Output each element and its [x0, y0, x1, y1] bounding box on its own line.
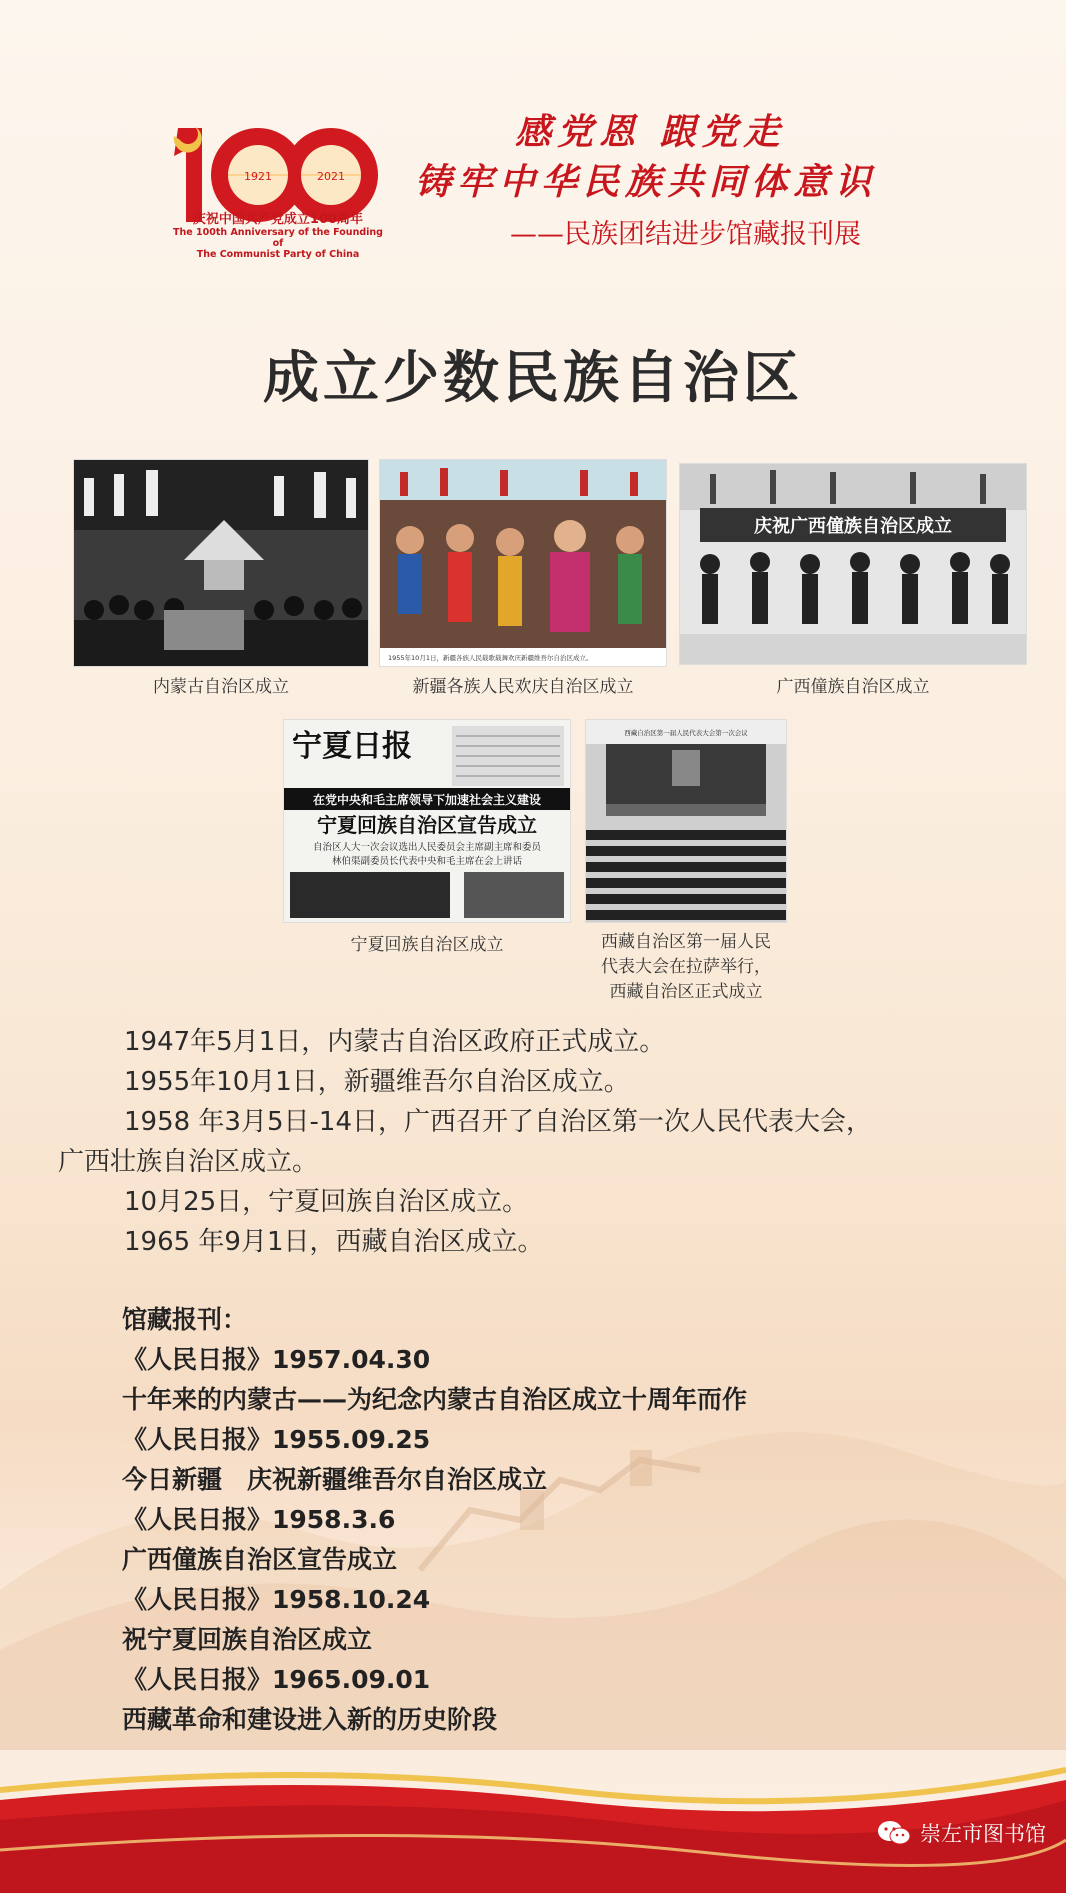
intro-line: 1958 年3月5日-14日，广西召开了自治区第一次人民代表大会，: [124, 1107, 872, 1137]
intro-line: 广西壮族自治区成立。: [58, 1147, 319, 1177]
caption-tibet-line-2: 代表大会在拉萨举行，: [601, 957, 771, 977]
collection-list: [122, 1300, 747, 1740]
collection-item: 《人民日报》1958.3.6: [122, 1505, 396, 1534]
bw-ceremony-image: [74, 460, 368, 666]
newspaper-image: [284, 720, 570, 922]
collection-item: 广西僮族自治区宣告成立: [122, 1545, 398, 1574]
wechat-icon: [876, 1819, 912, 1847]
intro-line: 1955年10月1日，新疆维吾尔自治区成立。: [124, 1067, 630, 1097]
exhibition-subtitle: ——民族团结进步馆藏报刊展: [510, 219, 861, 250]
caption-tibet: [580, 930, 792, 1005]
photo-guangxi: [680, 464, 1026, 664]
logo-caption-cn: 庆祝中国共产党成立100周年: [192, 212, 364, 227]
newspaper-headline-4: 林伯渠副委员长代表中央和毛主席在会上讲话: [331, 856, 523, 867]
logo-caption-en-2: The Communist Party of China: [196, 249, 360, 260]
color-celebration-image: [380, 460, 666, 666]
intro-line: 1947年5月1日，内蒙古自治区政府正式成立。: [124, 1027, 666, 1057]
watermark-text: 崇左市图书馆: [920, 1822, 1046, 1846]
bw-parade-image: [680, 464, 1026, 664]
collection-heading: 馆藏报刊：: [122, 1305, 248, 1334]
intro-line: 10月25日，宁夏回族自治区成立。: [124, 1187, 529, 1217]
photo-ningxia-newspaper: [284, 720, 570, 922]
slogan-line-2: 铸牢中华民族共同体意识: [415, 161, 878, 203]
newspaper-headline-1: 在党中央和毛主席领导下加速社会主义建设: [312, 793, 542, 807]
tibet-banner-text: 西藏自治区第一届人民代表大会第一次会议: [624, 729, 748, 737]
collection-item: 《人民日报》1957.04.30: [122, 1345, 431, 1374]
collection-item: 《人民日报》1955.09.25: [122, 1425, 431, 1454]
photo-inner-mongolia: [74, 460, 368, 666]
photo-xinjiang: [380, 460, 666, 666]
newspaper-masthead: 宁夏日报: [292, 729, 412, 764]
guangxi-banner-text: 庆祝广西僮族自治区成立: [754, 516, 952, 537]
logo-year-end: 2021: [317, 170, 345, 183]
collection-item: 祝宁夏回族自治区成立: [122, 1625, 373, 1654]
newspaper-headline-3: 自治区人大一次会议选出人民委员会主席副主席和委员: [312, 842, 542, 853]
caption-xinjiang: 新疆各族人民欢庆自治区成立: [412, 677, 634, 697]
collection-item: 今日新疆 庆祝新疆维吾尔自治区成立: [122, 1465, 548, 1494]
newspaper-headline-2: 宁夏回族自治区宣告成立: [317, 813, 537, 837]
collection-item: 西藏革命和建设进入新的历史阶段: [122, 1705, 498, 1734]
caption-inner-mongolia: 内蒙古自治区成立: [153, 677, 289, 697]
logo-caption: [168, 208, 388, 260]
collection-item: 《人民日报》1965.09.01: [122, 1665, 431, 1694]
collection-item: 十年来的内蒙古——为纪念内蒙古自治区成立十周年而作: [122, 1385, 748, 1414]
xinjiang-photo-inner-caption: 1955年10月1日，新疆各族人民载歌载舞欢庆新疆维吾尔自治区成立。: [388, 654, 593, 662]
watermark: [876, 1818, 1046, 1848]
caption-ningxia: 宁夏回族自治区成立: [350, 935, 504, 955]
logo-caption-en-1: The 100th Anniversary of the Founding of: [173, 227, 383, 249]
caption-tibet-line-3: 西藏自治区正式成立: [609, 982, 763, 1002]
intro-text: [58, 1022, 1018, 1262]
collection-item: 《人民日报》1958.10.24: [122, 1585, 431, 1614]
bw-assembly-image: [586, 720, 786, 922]
page-title: 成立少数民族自治区: [263, 345, 803, 411]
intro-line: 1965 年9月1日，西藏自治区成立。: [124, 1227, 544, 1257]
photo-tibet: [586, 720, 786, 922]
logo-year-start: 1921: [244, 170, 272, 183]
slogan-line-1: 感党恩 跟党走: [515, 111, 786, 153]
caption-tibet-line-1: 西藏自治区第一届人民: [601, 932, 771, 952]
caption-guangxi: 广西僮族自治区成立: [776, 677, 930, 697]
